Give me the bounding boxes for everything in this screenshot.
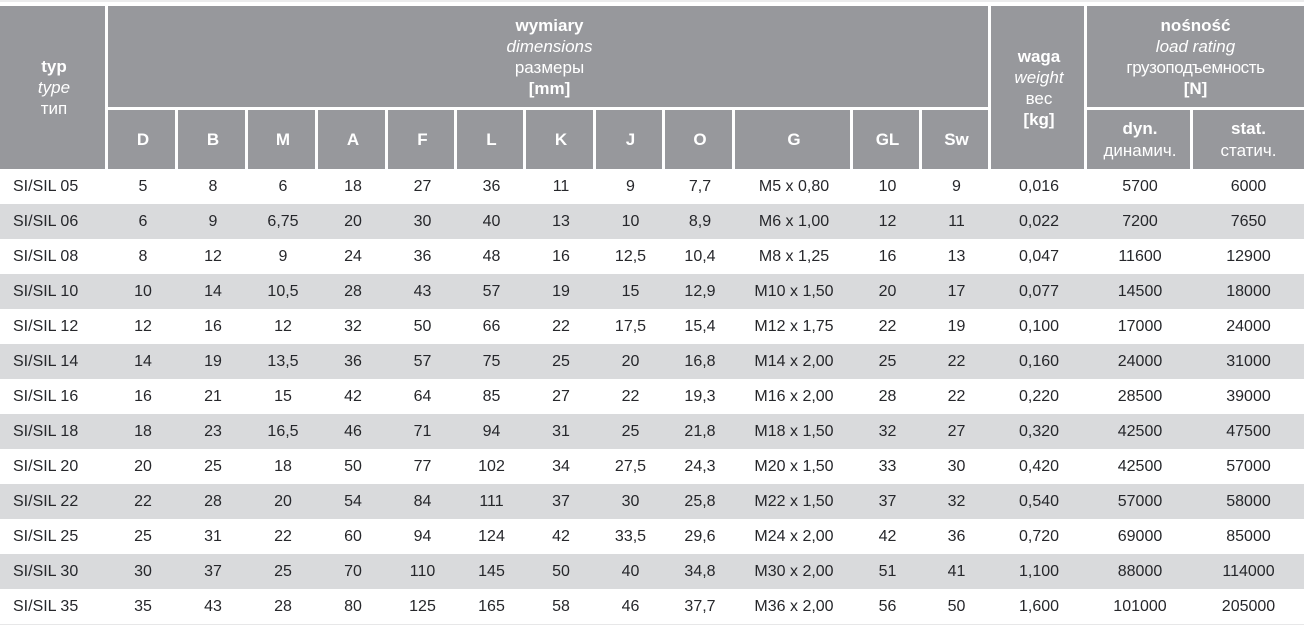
table-row xyxy=(0,239,1304,274)
dimensions-label-en: dimensions xyxy=(506,36,593,56)
col-header-gl: GL xyxy=(853,110,922,169)
cell-g: M8 x 1,25 xyxy=(758,248,830,265)
dyn-label-ru: динамич. xyxy=(1103,140,1177,160)
type-cell: SI/SIL 30 xyxy=(13,563,79,580)
cell-l: 66 xyxy=(482,318,501,335)
table-header xyxy=(0,6,1304,169)
cell-m: 18 xyxy=(274,458,292,475)
cell-sw: 32 xyxy=(947,493,966,510)
cell-a: 36 xyxy=(344,353,362,370)
cell-stat: 12900 xyxy=(1226,248,1271,265)
table-row xyxy=(0,519,1304,554)
cell-sw: 9 xyxy=(952,178,961,195)
top-crop-artifact xyxy=(0,0,1304,2)
cell-f: 43 xyxy=(413,283,432,300)
cell-b: 23 xyxy=(204,423,222,440)
table-body xyxy=(0,169,1304,624)
table-row xyxy=(0,274,1304,309)
table-row xyxy=(0,169,1304,204)
weight-label-en: weight xyxy=(1014,67,1064,87)
load-rating-header-group xyxy=(1087,6,1304,169)
table-row xyxy=(0,554,1304,589)
table-row xyxy=(0,344,1304,379)
type-label-en: type xyxy=(37,78,71,97)
type-column-header xyxy=(0,6,108,169)
cell-m: 22 xyxy=(274,528,292,545)
dimensions-header-group xyxy=(108,6,991,169)
cell-b: 37 xyxy=(204,563,222,580)
type-cell: SI/SIL 10 xyxy=(13,283,79,300)
cell-dyn: 69000 xyxy=(1117,528,1163,545)
dimensions-label-pl: wymiary xyxy=(515,15,584,35)
weight-label-ru: вес xyxy=(1025,88,1053,108)
cell-gl: 16 xyxy=(878,248,897,265)
stat-label-ru: статич. xyxy=(1220,140,1277,160)
type-cell: SI/SIL 25 xyxy=(13,528,79,545)
cell-g: M14 x 2,00 xyxy=(754,353,834,370)
cell-g: M20 x 1,50 xyxy=(754,458,834,475)
cell-m: 6 xyxy=(278,178,288,195)
cell-d: 35 xyxy=(134,598,152,615)
cell-a: 54 xyxy=(344,493,362,510)
load-rating-label-en: load rating xyxy=(1155,36,1236,56)
cell-f: 36 xyxy=(413,248,432,265)
cell-f: 57 xyxy=(413,353,432,370)
cell-j: 22 xyxy=(621,388,640,405)
cell-d: 6 xyxy=(138,213,148,230)
col-header-k: K xyxy=(526,110,596,169)
cell-d: 5 xyxy=(138,178,148,195)
cell-b: 19 xyxy=(204,353,222,370)
table-row xyxy=(0,414,1304,449)
cell-k: 19 xyxy=(552,283,570,300)
cell-weight: 0,420 xyxy=(1018,458,1060,475)
cell-j: 12,5 xyxy=(614,248,647,265)
cell-dyn: 5700 xyxy=(1122,178,1158,195)
cell-gl: 33 xyxy=(878,458,897,475)
cell-k: 31 xyxy=(552,423,570,440)
cell-f: 84 xyxy=(413,493,432,510)
cell-gl: 42 xyxy=(878,528,897,545)
cell-l: 111 xyxy=(479,493,504,510)
cell-d: 10 xyxy=(134,283,152,300)
dyn-label: dyn. xyxy=(1122,118,1158,138)
cell-dyn: 101000 xyxy=(1113,598,1167,615)
cell-o: 7,7 xyxy=(688,178,712,195)
dimensions-label-ru: размеры xyxy=(514,57,585,77)
cell-m: 13,5 xyxy=(267,353,299,370)
cell-gl: 20 xyxy=(878,283,897,300)
cell-sw: 27 xyxy=(947,423,966,440)
cell-o: 16,8 xyxy=(684,353,716,370)
cell-j: 46 xyxy=(621,598,640,615)
weight-unit: [kg] xyxy=(1023,109,1055,129)
cell-l: 57 xyxy=(482,283,501,300)
col-header-l: L xyxy=(457,110,526,169)
cell-l: 40 xyxy=(482,213,501,230)
cell-k: 34 xyxy=(552,458,570,475)
cell-g: M6 x 1,00 xyxy=(758,213,830,230)
cell-j: 27,5 xyxy=(614,458,647,475)
cell-o: 10,4 xyxy=(684,248,716,265)
cell-b: 25 xyxy=(204,458,222,475)
cell-m: 15 xyxy=(274,388,292,405)
cell-stat: 114000 xyxy=(1222,563,1275,580)
dyn-column-header xyxy=(1087,110,1193,169)
cell-dyn: 14500 xyxy=(1117,283,1163,300)
cell-m: 6,75 xyxy=(267,213,299,230)
cell-dyn: 42500 xyxy=(1117,423,1163,440)
cell-stat: 31000 xyxy=(1226,353,1271,370)
cell-b: 16 xyxy=(204,318,222,335)
cell-l: 165 xyxy=(478,598,505,615)
cell-weight: 1,100 xyxy=(1018,563,1060,580)
col-header-f: F xyxy=(388,110,457,169)
cell-sw: 17 xyxy=(947,283,966,300)
type-cell: SI/SIL 05 xyxy=(13,178,79,195)
cell-gl: 12 xyxy=(878,213,897,230)
cell-d: 22 xyxy=(134,493,152,510)
type-cell: SI/SIL 35 xyxy=(13,598,79,615)
cell-g: M22 x 1,50 xyxy=(754,493,834,510)
cell-j: 9 xyxy=(626,178,635,195)
cell-sw: 19 xyxy=(947,318,966,335)
cell-l: 102 xyxy=(478,458,505,475)
cell-l: 145 xyxy=(478,563,505,580)
cell-d: 25 xyxy=(134,528,152,545)
cell-f: 27 xyxy=(413,178,432,195)
cell-a: 70 xyxy=(344,563,362,580)
cell-k: 50 xyxy=(552,563,570,580)
cell-weight: 0,100 xyxy=(1018,318,1060,335)
cell-m: 10,5 xyxy=(267,283,299,300)
type-cell: SI/SIL 22 xyxy=(13,493,79,510)
weight-label-pl: waga xyxy=(1017,46,1061,66)
cell-g: M12 x 1,75 xyxy=(754,318,834,335)
cell-dyn: 7200 xyxy=(1122,213,1158,230)
table-row xyxy=(0,449,1304,484)
dim-letters-row xyxy=(108,110,991,169)
cell-gl: 32 xyxy=(878,423,897,440)
cell-g: M10 x 1,50 xyxy=(754,283,834,300)
load-rating-title xyxy=(1087,6,1304,110)
cell-stat: 205000 xyxy=(1221,598,1276,615)
cell-l: 124 xyxy=(478,528,505,545)
cell-gl: 22 xyxy=(878,318,897,335)
cell-o: 12,9 xyxy=(684,283,716,300)
cell-b: 9 xyxy=(208,213,218,230)
cell-o: 29,6 xyxy=(684,528,716,545)
cell-l: 94 xyxy=(482,423,501,440)
cell-weight: 0,016 xyxy=(1018,178,1060,195)
cell-j: 17,5 xyxy=(614,318,647,335)
cell-o: 34,8 xyxy=(684,563,716,580)
cell-o: 24,3 xyxy=(684,458,716,475)
cell-dyn: 17000 xyxy=(1117,318,1163,335)
cell-stat: 39000 xyxy=(1226,388,1271,405)
cell-g: M18 x 1,50 xyxy=(754,423,834,440)
cell-a: 24 xyxy=(344,248,362,265)
cell-g: M36 x 2,00 xyxy=(754,598,834,615)
cell-f: 64 xyxy=(413,388,432,405)
cell-o: 25,8 xyxy=(684,493,716,510)
cell-stat: 57000 xyxy=(1226,458,1271,475)
cell-l: 36 xyxy=(482,178,501,195)
cell-d: 14 xyxy=(134,353,152,370)
cell-o: 37,7 xyxy=(684,598,716,615)
cell-o: 21,8 xyxy=(684,423,716,440)
cell-gl: 28 xyxy=(878,388,897,405)
cell-stat: 58000 xyxy=(1226,493,1271,510)
cell-b: 28 xyxy=(204,493,222,510)
cell-sw: 13 xyxy=(947,248,966,265)
cell-d: 30 xyxy=(134,563,152,580)
cell-k: 37 xyxy=(552,493,570,510)
cell-o: 8,9 xyxy=(688,213,712,230)
cell-j: 25 xyxy=(621,423,640,440)
cell-dyn: 57000 xyxy=(1117,493,1163,510)
type-cell: SI/SIL 16 xyxy=(13,388,79,405)
cell-k: 11 xyxy=(552,178,570,195)
cell-a: 60 xyxy=(344,528,362,545)
stat-label: stat. xyxy=(1231,118,1266,138)
cell-m: 25 xyxy=(274,563,292,580)
cell-weight: 1,600 xyxy=(1018,598,1060,615)
cell-weight: 0,220 xyxy=(1018,388,1060,405)
cell-dyn: 24000 xyxy=(1117,353,1163,370)
col-header-d: D xyxy=(108,110,178,169)
cell-sw: 36 xyxy=(947,528,966,545)
cell-b: 31 xyxy=(204,528,222,545)
cell-gl: 37 xyxy=(878,493,897,510)
load-rating-label-ru: грузоподъемность xyxy=(1126,57,1265,77)
cell-b: 12 xyxy=(204,248,222,265)
cell-f: 110 xyxy=(409,563,436,580)
col-header-g: G xyxy=(735,110,853,169)
cell-stat: 85000 xyxy=(1226,528,1271,545)
table-row xyxy=(0,379,1304,414)
col-header-sw: Sw xyxy=(944,129,969,149)
cell-b: 14 xyxy=(204,283,222,300)
cell-sw: 50 xyxy=(947,598,966,615)
type-label-pl: typ xyxy=(41,57,67,76)
cell-m: 12 xyxy=(274,318,292,335)
cell-d: 18 xyxy=(134,423,152,440)
cell-a: 42 xyxy=(344,388,362,405)
col-header-o: O xyxy=(665,110,735,169)
col-header-m: M xyxy=(248,110,318,169)
cell-l: 48 xyxy=(482,248,501,265)
cell-g: M30 x 2,00 xyxy=(754,563,834,580)
cell-stat: 47500 xyxy=(1226,423,1271,440)
cell-k: 27 xyxy=(552,388,570,405)
cell-k: 25 xyxy=(552,353,570,370)
cell-weight: 0,320 xyxy=(1018,423,1060,440)
cell-gl: 51 xyxy=(878,563,897,580)
cell-f: 50 xyxy=(413,318,432,335)
type-label-ru: тип xyxy=(40,99,68,118)
cell-stat: 24000 xyxy=(1226,318,1271,335)
cell-sw: 41 xyxy=(947,563,966,580)
cell-weight: 0,160 xyxy=(1018,353,1060,370)
cell-l: 85 xyxy=(482,388,501,405)
cell-g: M16 x 2,00 xyxy=(754,388,834,405)
cell-m: 16,5 xyxy=(267,423,299,440)
type-cell: SI/SIL 20 xyxy=(13,458,79,475)
cell-weight: 0,047 xyxy=(1018,248,1060,265)
cell-weight: 0,720 xyxy=(1018,528,1060,545)
cell-g: M5 x 0,80 xyxy=(758,178,830,195)
cell-l: 75 xyxy=(482,353,501,370)
cell-a: 20 xyxy=(344,213,362,230)
cell-k: 42 xyxy=(552,528,570,545)
cell-a: 32 xyxy=(344,318,362,335)
cell-a: 80 xyxy=(344,598,362,615)
cell-stat: 6000 xyxy=(1230,178,1267,195)
cell-weight: 0,540 xyxy=(1018,493,1060,510)
cell-k: 22 xyxy=(552,318,570,335)
cell-b: 21 xyxy=(204,388,222,405)
cell-m: 20 xyxy=(274,493,292,510)
dimensions-unit: [mm] xyxy=(528,78,571,98)
cell-dyn: 28500 xyxy=(1117,388,1163,405)
cell-dyn: 88000 xyxy=(1117,563,1163,580)
cell-sw: 11 xyxy=(948,213,965,230)
cell-weight: 0,077 xyxy=(1018,283,1060,300)
cell-j: 40 xyxy=(621,563,640,580)
cell-j: 10 xyxy=(621,213,640,230)
cell-b: 8 xyxy=(208,178,218,195)
cell-k: 58 xyxy=(552,598,570,615)
type-cell: SI/SIL 18 xyxy=(13,423,79,440)
cell-d: 16 xyxy=(134,388,152,405)
cell-a: 18 xyxy=(344,178,362,195)
spec-table xyxy=(0,6,1304,624)
cell-o: 19,3 xyxy=(684,388,716,405)
cell-k: 16 xyxy=(552,248,570,265)
cell-f: 77 xyxy=(413,458,432,475)
cell-k: 13 xyxy=(552,213,570,230)
type-cell: SI/SIL 06 xyxy=(13,213,79,230)
cell-sw: 22 xyxy=(947,388,966,405)
cell-g: M24 x 2,00 xyxy=(754,528,834,545)
cell-f: 94 xyxy=(413,528,432,545)
cell-weight: 0,022 xyxy=(1018,213,1060,230)
cell-d: 20 xyxy=(134,458,152,475)
cell-j: 20 xyxy=(621,353,640,370)
cell-d: 12 xyxy=(134,318,152,335)
cell-o: 15,4 xyxy=(684,318,716,335)
cell-j: 33,5 xyxy=(614,528,647,545)
cell-d: 8 xyxy=(138,248,148,265)
weight-column-header xyxy=(991,6,1087,169)
table-row xyxy=(0,484,1304,519)
cell-j: 30 xyxy=(621,493,640,510)
type-cell: SI/SIL 12 xyxy=(13,318,79,335)
stat-column-header xyxy=(1193,110,1304,169)
col-header-j: J xyxy=(596,110,665,169)
load-rating-label-pl: nośność xyxy=(1160,15,1231,35)
table-row xyxy=(0,589,1304,624)
cell-gl: 10 xyxy=(878,178,897,195)
cell-a: 50 xyxy=(344,458,362,475)
type-cell: SI/SIL 14 xyxy=(13,353,79,370)
cell-a: 28 xyxy=(344,283,362,300)
cell-f: 71 xyxy=(413,423,432,440)
col-header-a: A xyxy=(318,110,388,169)
cell-sw: 22 xyxy=(947,353,966,370)
cell-b: 43 xyxy=(204,598,222,615)
cell-gl: 56 xyxy=(878,598,897,615)
cell-j: 15 xyxy=(621,283,640,300)
cell-dyn: 42500 xyxy=(1117,458,1163,475)
cell-dyn: 11600 xyxy=(1118,248,1162,265)
cell-gl: 25 xyxy=(878,353,897,370)
cell-sw: 30 xyxy=(947,458,966,475)
cell-m: 28 xyxy=(274,598,292,615)
cell-f: 30 xyxy=(413,213,432,230)
table-row xyxy=(0,309,1304,344)
cell-f: 125 xyxy=(409,598,436,615)
cell-stat: 7650 xyxy=(1230,213,1267,230)
col-header-b: B xyxy=(178,110,248,169)
cell-a: 46 xyxy=(344,423,362,440)
type-cell: SI/SIL 08 xyxy=(13,248,79,265)
cell-m: 9 xyxy=(278,248,288,265)
cell-stat: 18000 xyxy=(1226,283,1271,300)
dimensions-title xyxy=(108,6,991,110)
load-rating-unit: [N] xyxy=(1183,78,1208,98)
table-row xyxy=(0,204,1304,239)
load-rating-subcolumns xyxy=(1087,110,1304,169)
